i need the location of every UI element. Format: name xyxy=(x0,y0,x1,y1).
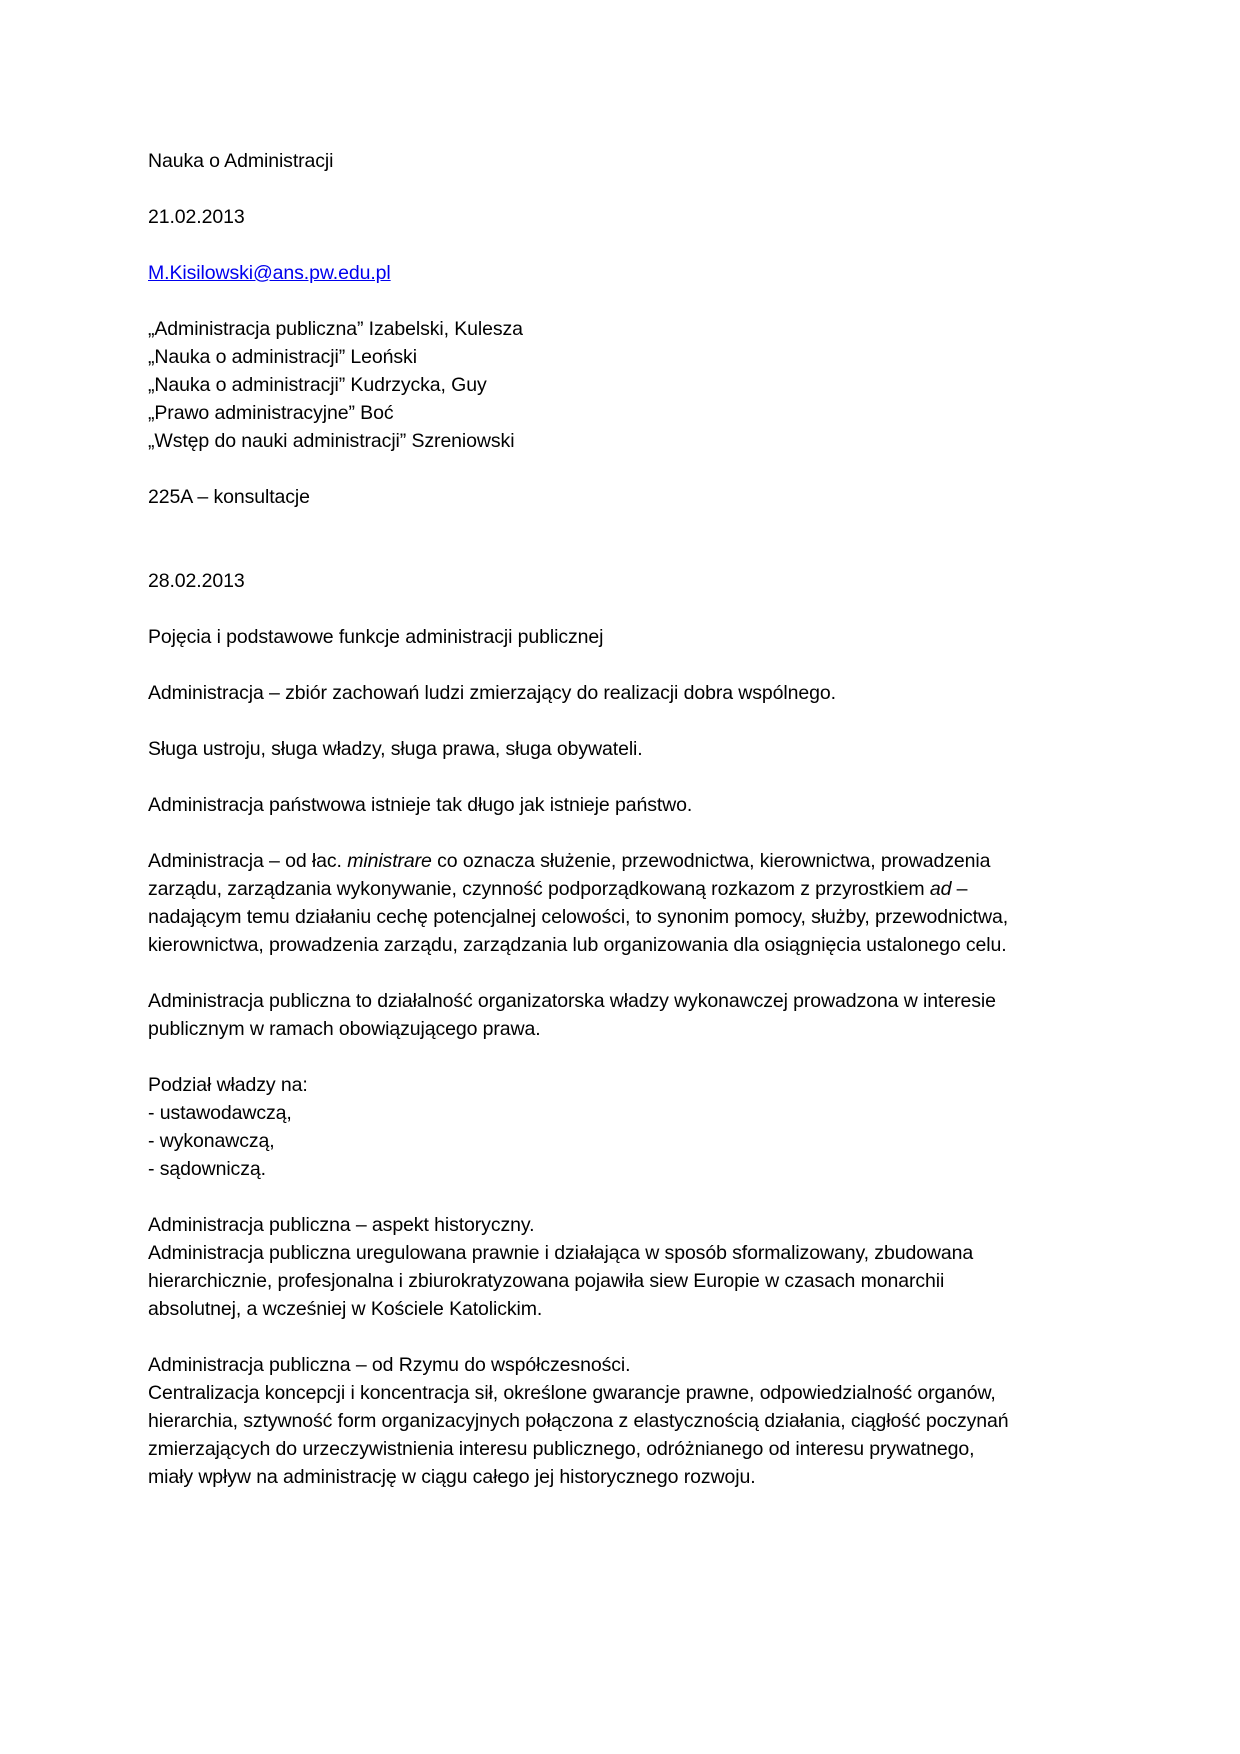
date-second-lecture: 28.02.2013 xyxy=(148,570,245,592)
list-heading: Podział władzy na: xyxy=(148,1074,308,1096)
paragraph-line: Administracja publiczna uregulowana prawnie i działająca w sposób sformalizowany, zbudowana xyxy=(148,1242,974,1264)
paragraph-line: miały wpływ na administrację w ciągu całego jej historycznego rozwoju. xyxy=(148,1466,756,1488)
bibliography-item: „Nauka o administracji” Leoński xyxy=(148,346,417,368)
paragraph-line: Centralizacja koncepcji i koncentracja sił, określone gwarancje prawne, odpowiedzialność organów, xyxy=(148,1382,996,1404)
rome-to-modern-section xyxy=(148,1351,1098,1491)
document-title: Nauka o Administracji xyxy=(148,150,334,172)
etymology-line: kierownictwa, prowadzenia zarządu, zarządzania lub organizowania dla osiągnięcia ustalonego celu. xyxy=(148,934,1007,956)
date-first-lecture: 21.02.2013 xyxy=(148,206,245,228)
text-run: – xyxy=(951,878,968,900)
servant-roles: Sługa ustroju, sługa władzy, sługa prawa, sługa obywateli. xyxy=(148,738,643,760)
section-heading: Administracja publiczna – od Rzymu do współczesności. xyxy=(148,1354,631,1376)
paragraph-line: Administracja publiczna to działalność organizatorska władzy wykonawczej prowadzona w interesie xyxy=(148,990,996,1012)
paragraph-line: absolutnej, a wcześniej w Kościele Katolickim. xyxy=(148,1298,543,1320)
historical-aspect-section xyxy=(148,1211,1098,1323)
text-run: co oznacza służenie, przewodnictwa, kierownictwa, prowadzenia xyxy=(431,850,991,872)
paragraph-line: hierarchia, sztywność form organizacyjnych połączona z elastycznością działania, ciągłość poczynań xyxy=(148,1410,1009,1432)
bibliography-list xyxy=(148,315,1098,455)
latin-prefix: ad xyxy=(929,878,952,900)
power-division-list xyxy=(148,1071,1098,1183)
bibliography-item: „Nauka o administracji” Kudrzycka, Guy xyxy=(148,374,487,396)
etymology-line xyxy=(148,875,1098,903)
etymology-line: nadającym temu działaniu cechę potencjalnej celowości, to synonim pomocy, służby, przewodnictwa, xyxy=(148,906,1009,928)
text-run: Administracja – od łac. xyxy=(148,850,348,872)
list-item: - sądowniczą. xyxy=(148,1158,266,1180)
document-content xyxy=(148,147,1098,1491)
email-line xyxy=(148,259,1098,287)
bibliography-item: „Wstęp do nauki administracji” Szreniowski xyxy=(148,430,515,452)
consultations-note: 225A – konsultacje xyxy=(148,486,310,508)
list-item: - wykonawczą, xyxy=(148,1130,275,1152)
paragraph-line: publicznym w ramach obowiązującego prawa. xyxy=(148,1018,541,1040)
latin-term: ministrare xyxy=(347,850,432,872)
etymology-paragraph xyxy=(148,847,1098,959)
section-heading: Administracja publiczna – aspekt historyczny. xyxy=(148,1214,535,1236)
administration-definition: Administracja – zbiór zachowań ludzi zmierzający do realizacji dobra wspólnego. xyxy=(148,682,836,704)
public-administration-definition xyxy=(148,987,1098,1043)
paragraph-line: hierarchicznie, profesjonalna i zbiurokratyzowana pojawiła siew Europie w czasach monarchii xyxy=(148,1270,945,1292)
list-item: - ustawodawczą, xyxy=(148,1102,292,1124)
etymology-line xyxy=(148,847,1098,875)
bibliography-item: „Administracja publiczna” Izabelski, Kulesza xyxy=(148,318,523,340)
state-administration-note: Administracja państwowa istnieje tak długo jak istnieje państwo. xyxy=(148,794,693,816)
text-run: zarządu, zarządzania wykonywanie, czynność podporządkowaną rozkazom z przyrostkiem xyxy=(148,878,930,900)
lecture-topic: Pojęcia i podstawowe funkcje administracji publicznej xyxy=(148,626,604,648)
email-link[interactable]: M.Kisilowski@ans.pw.edu.pl xyxy=(148,262,391,284)
paragraph-line: zmierzających do urzeczywistnienia interesu publicznego, odróżnianego od interesu prywatnego, xyxy=(148,1438,975,1460)
bibliography-item: „Prawo administracyjne” Boć xyxy=(148,402,394,424)
